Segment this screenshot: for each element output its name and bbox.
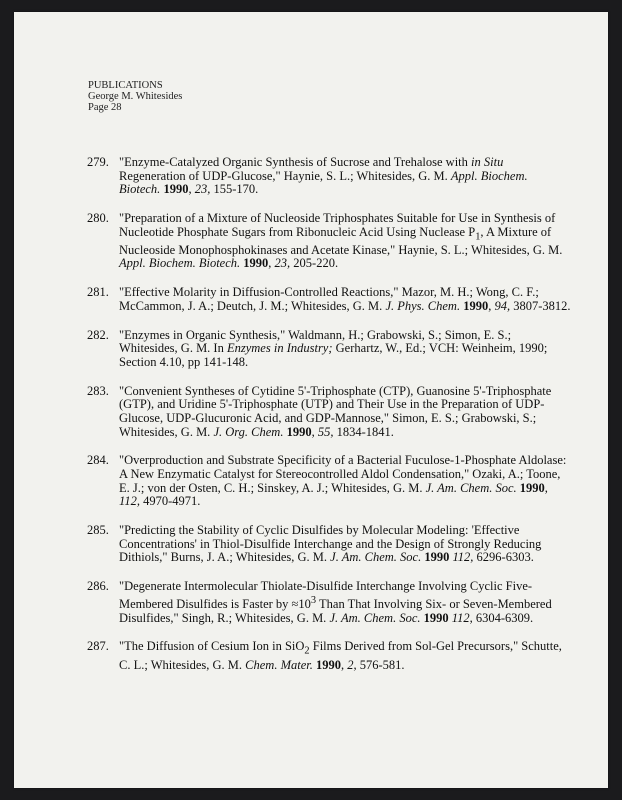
entry-number: 285. xyxy=(87,523,109,538)
publication-entry xyxy=(14,524,608,565)
publication-year: 1990 xyxy=(286,424,312,439)
entry-citation: "Preparation of a Mixture of Nucleoside Triphosphates Suitable for Use in Synthesis of Nucleotide Phosphate Sugars from Ribonucleic Acid Using Nuclease $P_1$, A Mixture of Nucleoside Monophosphokinases and Acetate Kinase," Haynie, S. L.; Whitesides, G. M. Appl. Biochem. Biotech. 1990, 23, 205-220. xyxy=(119,211,563,271)
citation-text: "Predicting the Stability of Cyclic Disulfides by Molecular Modeling: 'Effective Concentrations' in Thiol-Disulfide Interchange and the Design of Strongly Reducing Dithiols," Burns, J. A.; Whitesides, G. M. xyxy=(119,523,542,565)
publication-entry xyxy=(14,329,608,370)
header-author: George M. Whitesides xyxy=(88,91,183,102)
publication-entry xyxy=(14,156,608,197)
publication-year: 1990 xyxy=(243,256,269,271)
entry-number: 283. xyxy=(87,383,109,398)
entry-citation xyxy=(119,329,571,370)
entry-number: 284. xyxy=(87,453,109,468)
page-range: 6304-6309. xyxy=(472,610,534,625)
citation-text: "Overproduction and Substrate Specificity of a Bacterial Fuculose-1-Phosphate Aldolase: A New Enzymatic Catalyst for Stereocontrolled Aldol Condensation," Ozaki, A.; Toone, E. J.; von der Osten, C. H.; Sinskey, A. J.; Whitesides, G. M. xyxy=(119,453,567,495)
journal-volume: 112, xyxy=(452,550,474,565)
page-range: 4970-4971. xyxy=(139,494,201,509)
citation-text: "Degenerate Intermolecular Thiolate-Disulfide Interchange Involving Cyclic Five-Membered Disulfides is Faster by ≈10 xyxy=(119,579,533,611)
entry-number: 287. xyxy=(87,639,109,654)
subscript: 2 xyxy=(304,645,310,657)
publication-entry xyxy=(14,212,608,271)
page-range: 6296-6303. xyxy=(473,550,534,565)
publication-entry xyxy=(14,640,608,672)
publication-list xyxy=(14,156,608,687)
citation-text: "Enzyme-Catalyzed Organic Synthesis of Sucrose and Trehalose with xyxy=(119,155,472,169)
journal-volume: 23, xyxy=(194,182,211,197)
citation-text: "Effective Molarity in Diffusion-Controlled Reactions," Mazor, M. H.; Wong, C. F.; McCammon, J. A.; Deutch, J. M.; Whitesides, G. M. xyxy=(119,285,539,313)
book-title: Enzymes in Industry; xyxy=(226,341,333,356)
entry-number: 279. xyxy=(87,155,109,169)
citation-text: Gerhartz, W., Ed.; VCH: Weinheim, 1990; Section 4.10, pp 141-148. xyxy=(119,341,548,369)
journal-name: Chem. Mater. xyxy=(245,657,313,672)
entry-citation: "Effective Molarity in Diffusion-Controlled Reactions," Mazor, M. H.; Wong, C. F.; McCammon, J. A.; Deutch, J. M.; Whitesides, G. M. J. Phys. Chem. 1990, 94, 3807-3812. xyxy=(119,285,571,313)
journal-volume: 112, xyxy=(451,610,473,625)
publication-entry xyxy=(14,580,608,625)
publication-year: 1990 xyxy=(423,610,449,625)
entry-number: 286. xyxy=(87,579,109,594)
entry-citation: "The Diffusion of Cesium Ion in SiO$_2$ Films Derived from Sol-Gel Precursors," Schutte, C. L.; Whitesides, G. M. Chem. Mater. 1990, 2, 576-581. xyxy=(119,639,562,672)
citation-text: "Convenient Syntheses of Cytidine 5'-Triphosphate (CTP), Guanosine 5'-Triphosphate (GTP), and Uridine 5'-Triphosphate (UTP) and Their Use in the Preparation of UDP-Glucose, UDP-Glucuronic Acid, and GDP-Mannose," Simon, E. S.; Grabowski, S.; Whitesides, G. M. xyxy=(119,383,552,439)
publication-year: 1990 xyxy=(315,657,341,672)
entry-citation: "Convenient Syntheses of Cytidine 5'-Triphosphate (CTP), Guanosine 5'-Triphosphate (GTP), and Uridine 5'-Triphosphate (UTP) and Their Use in the Preparation of UDP-Glucose, UDP-Glucuronic Acid, and GDP-Mannose," Simon, E. S.; Grabowski, S.; Whitesides, G. M. J. Org. Chem. 1990, 55, 1834-1841. xyxy=(119,383,552,439)
citation-text: Than That Involving Six- or Seven-Membered Disulfides," Singh, R.; Whitesides, G. M. xyxy=(119,596,552,625)
publication-entry xyxy=(14,286,608,313)
journal-name: J. Phys. Chem. xyxy=(385,298,461,313)
journal-volume: 55, xyxy=(317,424,334,439)
citation-text: Films Derived from Sol-Gel Precursors," Schutte, C. L.; Whitesides, G. M. xyxy=(119,639,562,672)
superscript: 3 xyxy=(310,594,317,606)
entry-citation xyxy=(119,524,571,565)
citation-text: , A Mixture of Nucleoside Monophosphokinases and Acetate Kinase," Haynie, S. L.; Whitesides, G. M. xyxy=(119,224,563,257)
entry-number: 281. xyxy=(87,285,109,300)
journal-name: J. Am. Chem. Soc. xyxy=(329,610,421,625)
header-title: PUBLICATIONS xyxy=(88,80,163,91)
journal-volume: 2, xyxy=(347,657,357,672)
journal-name: Appl. Biochem. Biotech. xyxy=(119,168,528,197)
citation-text: Regeneration of UDP-Glucose," Haynie, S. L.; Whitesides, G. M. xyxy=(119,168,451,183)
publication-year: 1990 xyxy=(519,480,545,495)
journal-name: Appl. Biochem. Biotech. xyxy=(119,256,241,271)
entry-number: 282. xyxy=(87,327,109,342)
page-range: 576-581. xyxy=(356,657,405,672)
journal-name: J. Org. Chem. xyxy=(213,424,284,439)
publication-year: 1990 xyxy=(163,182,189,197)
publication-entry xyxy=(14,454,608,508)
page-range: 3807-3812. xyxy=(510,298,571,313)
page-range: 155-170. xyxy=(210,182,259,197)
page-range: 205-220. xyxy=(290,256,339,271)
document-page xyxy=(14,12,608,788)
publication-entry xyxy=(14,385,608,439)
subscript: 1 xyxy=(475,231,481,243)
entry-citation: "Overproduction and Substrate Specificity of a Bacterial Fuculose-1-Phosphate Aldolase: A New Enzymatic Catalyst for Stereocontrolled Aldol Condensation," Ozaki, A.; Toone, E. J.; von der Osten, C. H.; Sinskey, A. J.; Whitesides, G. M. J. Am. Chem. Soc. 1990, 112, 4970-4971. xyxy=(119,453,567,509)
journal-name: J. Am. Chem. Soc. xyxy=(425,480,517,495)
journal-name: J. Am. Chem. Soc. xyxy=(330,550,422,565)
page-range: 1834-1841. xyxy=(333,424,394,439)
entry-number: 280. xyxy=(87,211,109,226)
journal-volume: 94, xyxy=(494,298,511,313)
entry-citation: "Enzyme-Catalyzed Organic Synthesis of Sucrose and Trehalose with in Situ Regeneration of UDP-Glucose," Haynie, S. L.; Whitesides, G. M. Appl. Biochem. Biotech. 1990, 23, 155-170. xyxy=(119,155,528,197)
journal-volume: 23, xyxy=(274,256,291,271)
citation-text: "Preparation of a Mixture of Nucleoside Triphosphates Suitable for Use in Synthesis of Nucleotide Phosphate Sugars from Ribonucleic Acid Using Nuclease P xyxy=(119,211,556,239)
citation-text: "The Diffusion of Cesium Ion in SiO xyxy=(119,639,305,654)
citation-italic: in Situ xyxy=(471,155,504,169)
page-header xyxy=(88,80,182,113)
journal-volume: 112, xyxy=(119,494,140,509)
publication-year: 1990 xyxy=(463,298,489,313)
entry-citation xyxy=(119,580,571,625)
header-page-number: Page 28 xyxy=(88,102,122,113)
publication-year: 1990 xyxy=(424,550,450,565)
citation-text: "Enzymes in Organic Synthesis," Waldmann, H.; Grabowski, S.; Simon, E. S.; Whitesides, G. M. In xyxy=(119,327,512,356)
